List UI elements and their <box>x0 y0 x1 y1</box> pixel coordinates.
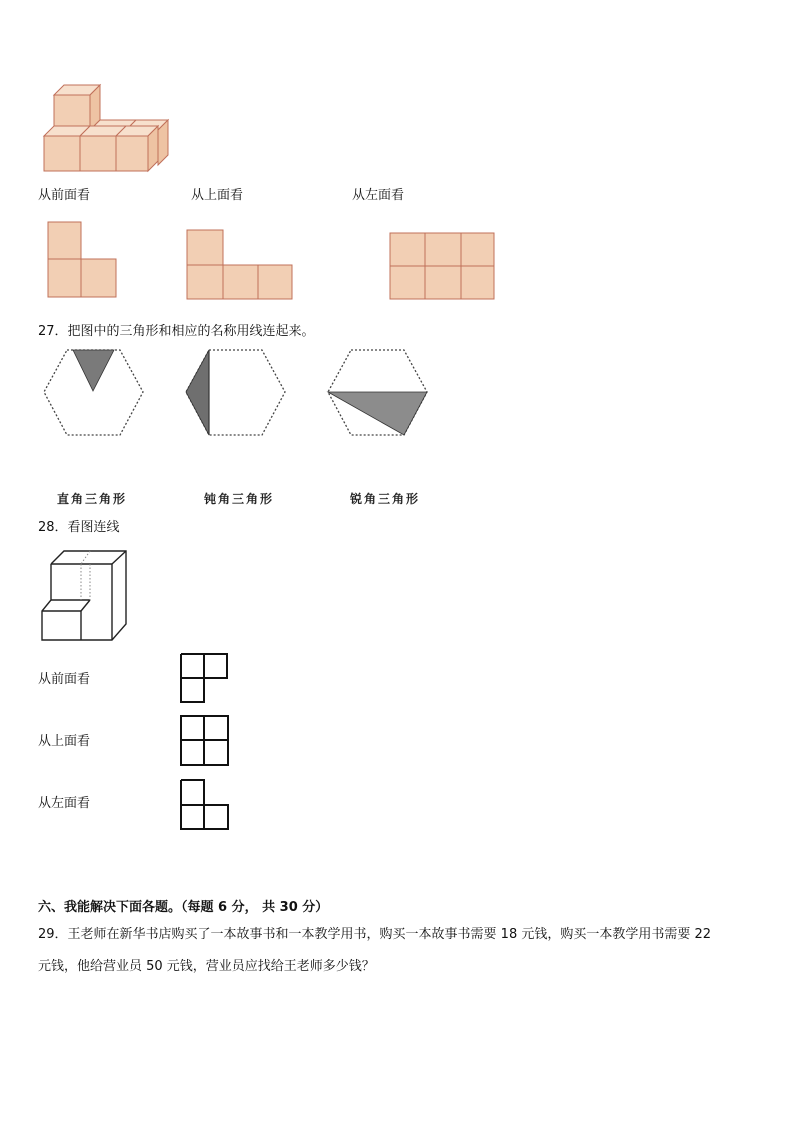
name-obtuse-triangle: 钝角三角形 <box>204 492 275 506</box>
q28-cube-figure <box>38 548 130 644</box>
q28-view-shape-b <box>179 714 231 768</box>
shaded-triangle <box>186 350 209 435</box>
q26-view-shape-left <box>389 232 497 302</box>
q26-label-front: 从前面看 <box>38 188 91 203</box>
q29-line-1: 29．王老师在新华书店购买了一本故事书和一本教学用书，购买一本故事书需要 18 元钱，购买一本教学用书需要 22 <box>38 927 712 942</box>
q29-line-2: 元钱，他给营业员 50 元钱，营业员应找给王老师多少钱？ <box>38 959 375 974</box>
name-acute-triangle: 锐角三角形 <box>350 492 421 506</box>
q28-prompt: 28．看图连线 <box>38 520 120 535</box>
cube-front-face <box>54 95 90 130</box>
name-right-triangle: 直角三角形 <box>57 492 128 506</box>
q26-view-shape-front <box>47 221 119 301</box>
q27-prompt: 27．把图中的三角形和相应的名称用线连起来。 <box>38 324 315 339</box>
hexagon-figure-3 <box>326 347 430 439</box>
q26-view-shape-top <box>186 229 294 303</box>
q28-label-left: 从左面看 <box>38 796 91 811</box>
shaded-triangle <box>73 350 114 391</box>
cube-stack-figure <box>40 78 175 173</box>
hexagon-figure-1 <box>42 347 146 439</box>
q26-label-left: 从左面看 <box>352 188 405 203</box>
q28-label-top: 从上面看 <box>38 734 91 749</box>
q28-view-shape-a <box>179 652 231 704</box>
shaded-triangle <box>328 392 427 435</box>
q28-view-shape-c <box>179 778 231 832</box>
section-6-heading: 六、我能解决下面各题。（每题 6 分， 共 30 分） <box>38 900 329 915</box>
cube-front-face <box>80 136 116 171</box>
q28-label-front: 从前面看 <box>38 672 91 687</box>
q26-label-top: 从上面看 <box>191 188 244 203</box>
hexagon-figure-2 <box>184 347 288 439</box>
cube-front-face <box>44 136 80 171</box>
cube-front-face <box>116 136 148 171</box>
